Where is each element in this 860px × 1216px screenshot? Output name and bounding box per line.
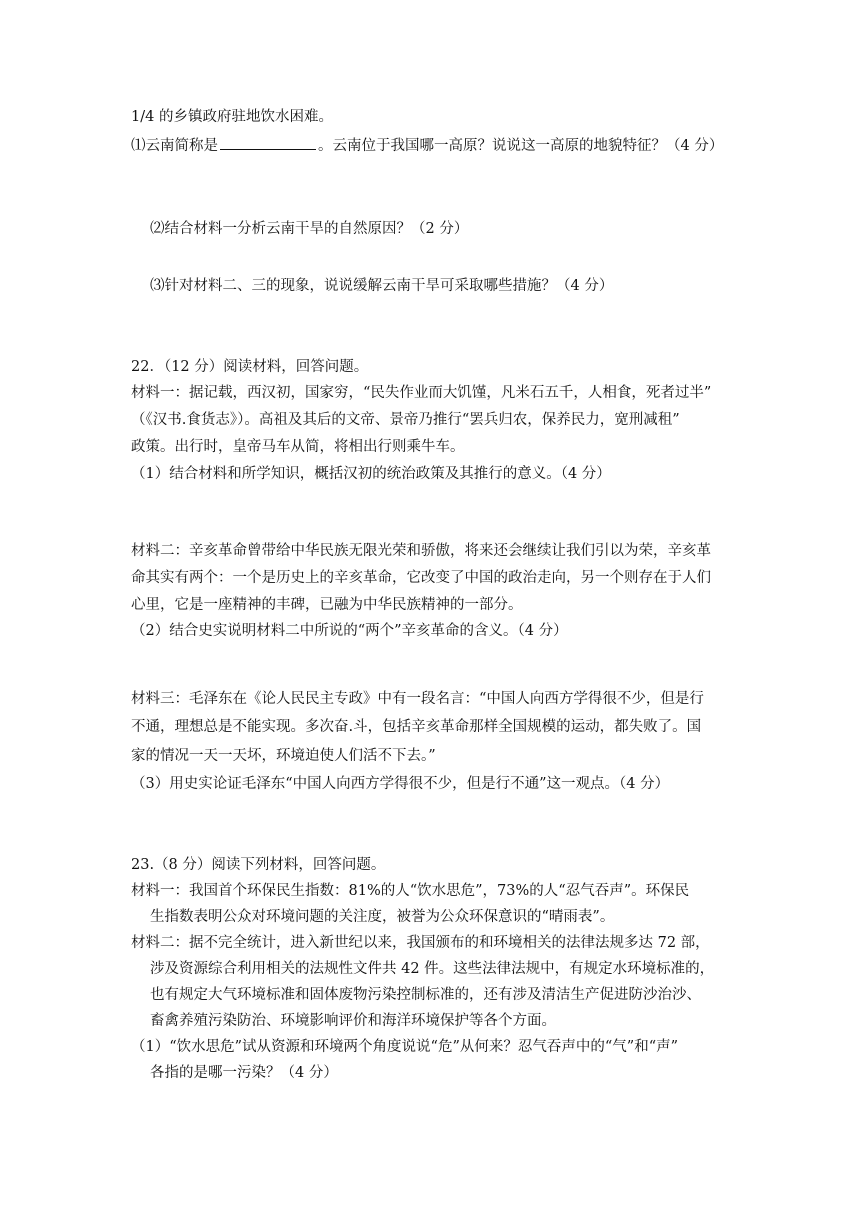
q23-material-2-line: 涉及资源综合利用相关的法规性文件共 42 件。这些法律法规中，有规定水环境标准的，	[150, 961, 715, 977]
q22-material-3-line: 材料三：毛泽东在《论人民民主专政》中有一段名言：“中国人向西方学得很不少，但是行	[131, 691, 704, 707]
q23-material-1-line: 生指数表明公众对环境问题的关注度，被誉为公众环保意识的“晴雨表”。	[150, 909, 615, 925]
q22-header: 22．（12 分）阅读材料，回答问题。	[131, 359, 369, 375]
q23-material-2-line: 畜禽养殖污染防治、环境影响评价和海洋环境保护等各个方面。	[150, 1013, 556, 1029]
q22-material-2-line: 命其实有两个：一个是历史上的辛亥革命，它改变了中国的政治走向，另一个则存在于人们	[131, 570, 711, 586]
q22-material-1-line: 政策。出行时，皇帝马车从简，将相出行则乘牛车。	[131, 439, 465, 455]
q22-subquestion-1: （1）结合材料和所学知识，概括汉初的统治政策及其推行的意义。（4 分）	[131, 466, 611, 482]
q23-material-2-line: 材料二：据不完全统计，进入新世纪以来，我国颁布的和环境相关的法律法规多达 72 部，	[131, 935, 710, 951]
q22-subquestion-3: （3）用史实论证毛泽东“中国人向西方学得很不少，但是行不通”这一观点。（4 分）	[131, 776, 670, 792]
q22-material-3-line: 家的情况一天一天坏，环境迫使人们活不下去。”	[131, 748, 436, 764]
q23-material-1-line: 材料一：我国首个环保民生指数：81%的人“饮水思危”，73%的人“忍气吞声”。环保民	[131, 883, 690, 899]
q23-header: 23.（8 分）阅读下列材料，回答问题。	[131, 857, 386, 873]
answer-blank[interactable]	[220, 135, 316, 150]
q22-material-3-line: 不通，理想总是不能实现。多次奋.斗，包括辛亥革命那样全国规模的运动，都失败了。国	[131, 719, 702, 735]
q21-q1-suffix: 。云南位于我国哪一高原？说说这一高原的地貌特征？（4 分）	[318, 138, 724, 154]
q23-subquestion-1-cont: 各指的是哪一污染？（4 分）	[150, 1065, 338, 1081]
q21-subquestion-2: ⑵结合材料一分析云南干旱的自然原因？（2 分）	[150, 221, 469, 237]
intro-line: 1/4 的乡镇政府驻地饮水困难。	[131, 109, 333, 125]
q22-material-2-line: 材料二：辛亥革命曾带给中华民族无限光荣和骄傲，将来还会继续让我们引以为荣，辛亥革	[131, 543, 711, 559]
q22-material-1-line: （《汉书.食货志》）。高祖及其后的文帝、景帝乃推行“罢兵归农，保养民力，宽刑减租”	[131, 412, 680, 428]
q22-subquestion-2: （2）结合史实说明材料二中所说的“两个”辛亥革命的含义。（4 分）	[131, 623, 568, 639]
q21-subquestion-3: ⑶针对材料二、三的现象，说说缓解云南干旱可采取哪些措施？（4 分）	[150, 278, 614, 294]
q21-q1-prefix: ⑴云南简称是	[131, 138, 218, 154]
q22-material-1-line: 材料一：据记载，西汉初，国家穷，“民失作业而大饥馑，凡米石五千，人相食，死者过半”	[131, 385, 712, 401]
q22-material-2-line: 心里，它是一座精神的丰碑，已融为中华民族精神的一部分。	[131, 597, 523, 613]
q23-subquestion-1: （1）“饮水思危”试从资源和环境两个角度说说“危”从何来？忍气吞声中的“气”和“声”	[131, 1039, 679, 1055]
q23-material-2-line: 也有规定大气环境标准和固体废物污染控制标准的，还有涉及清洁生产促进防沙治沙、	[150, 987, 701, 1003]
q21-subquestion-1	[131, 135, 723, 156]
